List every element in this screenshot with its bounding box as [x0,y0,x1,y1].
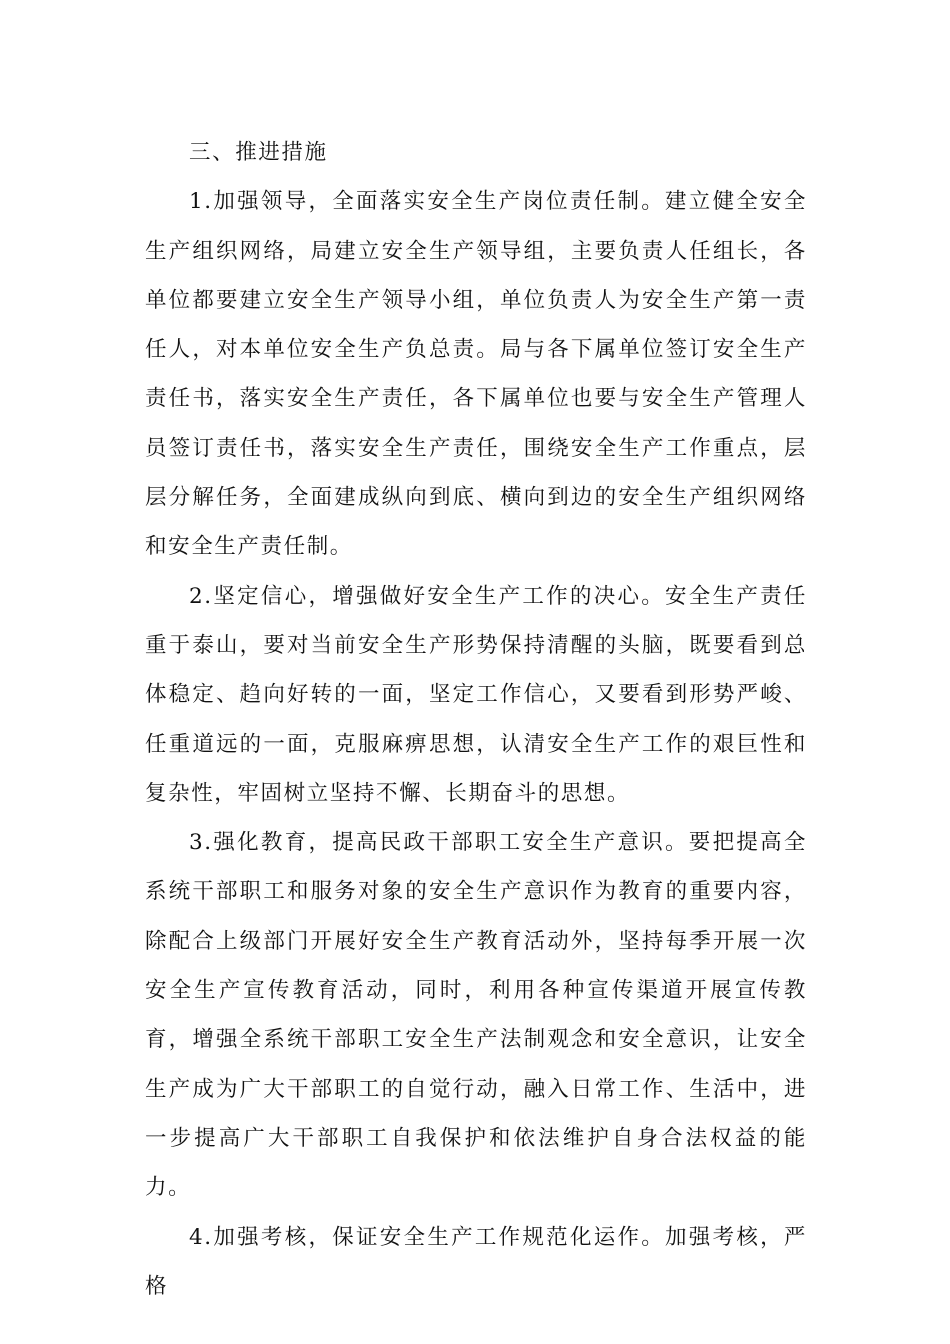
paragraph-1: 1.加强领导，全面落实安全生产岗位责任制。建立健全安全生产组织网络，局建立安全生产领导组，主要负责人任组长，各单位都要建立安全生产领导小组，单位负责人为安全生产第一责任人，对本单位安全生产负总责。局与各下属单位签订安全生产责任书，落实安全生产责任，各下属单位也要与安全生产管理人员签订责任书，落实安全生产责任，围绕安全生产工作重点，层层分解任务，全面建成纵向到底、横向到边的安全生产组织网络和安全生产责任制。 [145,189,807,560]
paragraph-3: 3.强化教育，提高民政干部职工安全生产意识。要把提高全系统干部职工和服务对象的安全生产意识作为教育的重要内容，除配合上级部门开展好安全生产教育活动外，坚持每季开展一次安全生产宣传教育活动，同时，利用各种宣传渠道开展宣传教育，增强全系统干部职工安全生产法制观念和安全意识，让安全生产成为广大干部职工的自觉行动，融入日常工作、生活中，进一步提高广大干部职工自我保护和依法维护自身合法权益的能力。 [145,830,807,1201]
section-heading: 三、推进措施 [189,140,328,165]
document-body [145,128,807,1311]
paragraph-4: 4.加强考核，保证安全生产工作规范化运作。加强考核，严格 [145,1224,807,1299]
paragraph-2: 2.坚定信心，增强做好安全生产工作的决心。安全生产责任重于泰山，要对当前安全生产形势保持清醒的头脑，既要看到总体稳定、趋向好转的一面，坚定工作信心，又要看到形势严峻、任重道远的一面，克服麻痹思想，认清安全生产工作的艰巨性和复杂性，牢固树立坚持不懈、长期奋斗的思想。 [145,583,807,806]
